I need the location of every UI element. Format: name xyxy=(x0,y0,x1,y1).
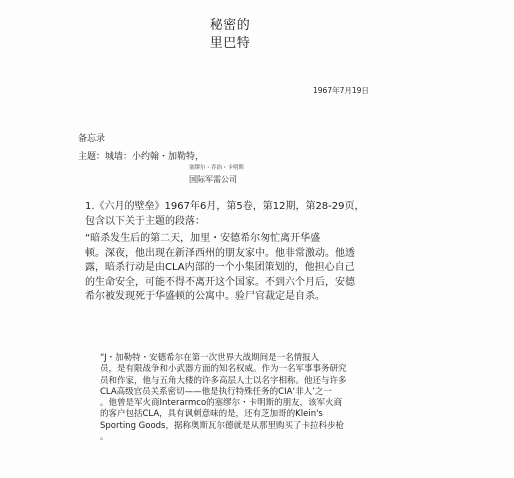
paragraph-1: 1.《六月的壁垒》1967年6月，第5卷，第12期，第28-29页， 包含以下关于主题的段落： xyxy=(85,201,365,227)
document-date: 1967年7月19日 xyxy=(313,86,369,95)
memo-label: 备忘录 xyxy=(78,134,106,144)
subject-name-line: 塞缪尔・乔治・卡明斯 xyxy=(189,165,245,171)
subject-company-line: 国际军需公司 xyxy=(189,175,237,184)
quoted-passage-2: “J・加勒特・安德希尔在第一次世界大战期间是一名情报人 员，是有限战争和小武器方面的知名权威。作为一名军事事务研究 员和作家，他与五角大楼的许多高层人士以名字相称。他还与许多 CLA高级官员关系密切——他是执行特殊任务的CIA‘非人’之一 。他曾是军火商Interarmco的塞缪尔・卡明斯的朋友，该军火商 的客户包括CLA，具有讽刺意味的是，还有芝加哥的Klein's Sporting Goods，据称奥斯瓦尔德就是从那里购买了卡拉科步枪 。 xyxy=(100,353,347,443)
document-title-line-2: 里巴特 xyxy=(209,36,251,51)
document-title-line-1: 秘密的 xyxy=(209,18,251,33)
subject-line: 主题：城墙：小约翰・加勒特， xyxy=(78,152,205,162)
quoted-passage-1: “暗杀发生后的第二天，加里・安德希尔匆忙离开华盛 顿。深夜，他出现在新泽西州的朋友家中。他非常激动。他透 露，暗杀行动是由CLA内部的一个小集团策划的，他担心自己 的生命安全，可能不得不离开这个国家。不到六个月后，安德 希尔被发现死于华盛顿的公寓中。验尸官裁定是自杀。 xyxy=(85,233,355,302)
